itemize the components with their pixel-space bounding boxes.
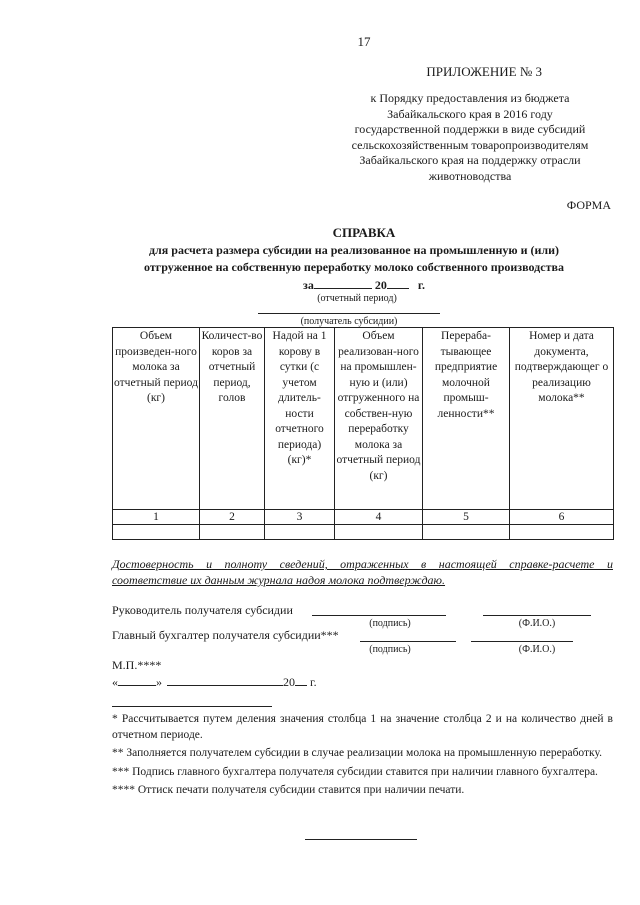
footnote: *** Подпись главного бухгалтера получателя субсидии ставится при наличии главного бухгалтера. [112,765,598,778]
certification-statement: Достоверность и полноту сведений, отраженных в настоящей справке-расчете и соответствие их данным журнала надоя молока подтверждаю. [112,557,613,587]
appendix-line: Забайкальского края в 2016 году [387,106,553,121]
table-header-row [113,328,614,510]
accountant-signature-caption: (подпись) [369,644,411,655]
appendix-line: государственной поддержки в виде субсидий [354,122,586,136]
column-header: Объем произведен-ного молока за отчетный период (кг) [113,328,200,510]
column-number: 1 [113,510,200,525]
date-open-quote: « [112,675,118,689]
footnote: ** Заполняется получателем субсидии в случае реализации молока на промышленную переработку. [112,747,602,759]
period-year-blank[interactable] [387,278,409,289]
subtitle-line: для расчета размера субсидии на реализованное на промышленную и (или) [148,243,560,257]
period-prefix: за [303,278,314,292]
month-field[interactable] [167,675,283,686]
table-cell[interactable] [200,525,265,540]
column-number: 6 [510,510,614,525]
head-signature-label: Руководитель получателя субсидии [112,603,293,617]
end-separator [305,839,417,840]
table-cell[interactable] [265,525,335,540]
head-signature-field[interactable] [312,615,446,616]
year-field[interactable] [295,675,307,686]
appendix-description [330,91,610,184]
stamp-label: М.П.**** [112,658,162,672]
appendix-line: животноводства [428,168,512,183]
reporting-period-line [0,278,640,293]
day-field[interactable] [118,675,156,686]
date-year: 20 [283,675,295,689]
column-header: Перераба-тывающее предприятие молочной промыш-ленности** [423,328,510,510]
document-subtitle [120,242,588,276]
form-label: ФОРМА [566,198,611,212]
footnotes [112,712,613,799]
accountant-name-caption: (Ф.И.О.) [518,644,556,655]
table-cell[interactable] [113,525,200,540]
accountant-signature-label: Главный бухгалтер получателя субсидии*** [112,628,339,642]
table-cell[interactable] [335,525,423,540]
period-caption: (отчетный период) [317,293,397,304]
accountant-name-field[interactable] [471,641,573,642]
period-blank[interactable] [314,278,372,289]
column-number: 5 [423,510,510,525]
head-signature-caption: (подпись) [369,618,411,629]
column-header: Номер и дата документа, подтверждающег о реализацию молока** [510,328,614,510]
appendix-line: сельскохозяйственным товаропроизводителям [351,137,589,152]
date-row [112,675,317,690]
period-year: 20 [374,278,387,292]
column-number-row [113,510,614,525]
column-header: Объем реализован-ного на промышлен-ную и (или) отгруженного на собствен-ную переработку молока за отчетный период (кг) [335,328,423,510]
date-suffix: г. [310,675,317,689]
period-suffix: г. [417,278,425,292]
appendix-line: Забайкальского края на поддержку отрасли [359,153,581,167]
footnote-separator [112,706,272,707]
recipient-field[interactable] [258,313,440,314]
accountant-signature-field[interactable] [360,641,456,642]
milk-subsidy-table [112,327,614,540]
table-cell[interactable] [423,525,510,540]
head-name-field[interactable] [483,615,591,616]
column-number: 4 [335,510,423,525]
appendix-line: к Порядку предоставления из бюджета [370,91,570,105]
document-title: СПРАВКА [332,225,396,240]
column-header: Надой на 1 корову в сутки (с учетом длитель-ности отчетного периода) (кг)* [265,328,335,510]
appendix-label: ПРИЛОЖЕНИЕ № 3 [426,64,542,79]
column-number: 3 [265,510,335,525]
table-cell[interactable] [510,525,614,540]
page-number: 17 [357,34,371,49]
table-row [113,525,614,540]
column-number: 2 [200,510,265,525]
footnote: * Рассчитывается путем деления значения столбца 1 на значение столбца 2 и на количество дней в отчетном периоде. [112,713,613,741]
column-header: Количест-во коров за отчетный период, голов [200,328,265,510]
subtitle-line: отгруженное на собственную переработку молоко собственного производства [144,260,564,274]
head-name-caption: (Ф.И.О.) [518,618,556,629]
date-close-quote: » [156,675,162,689]
recipient-caption: (получатель субсидии) [300,316,398,327]
footnote: **** Оттиск печати получателя субсидии ставится при наличии печати. [112,784,465,796]
